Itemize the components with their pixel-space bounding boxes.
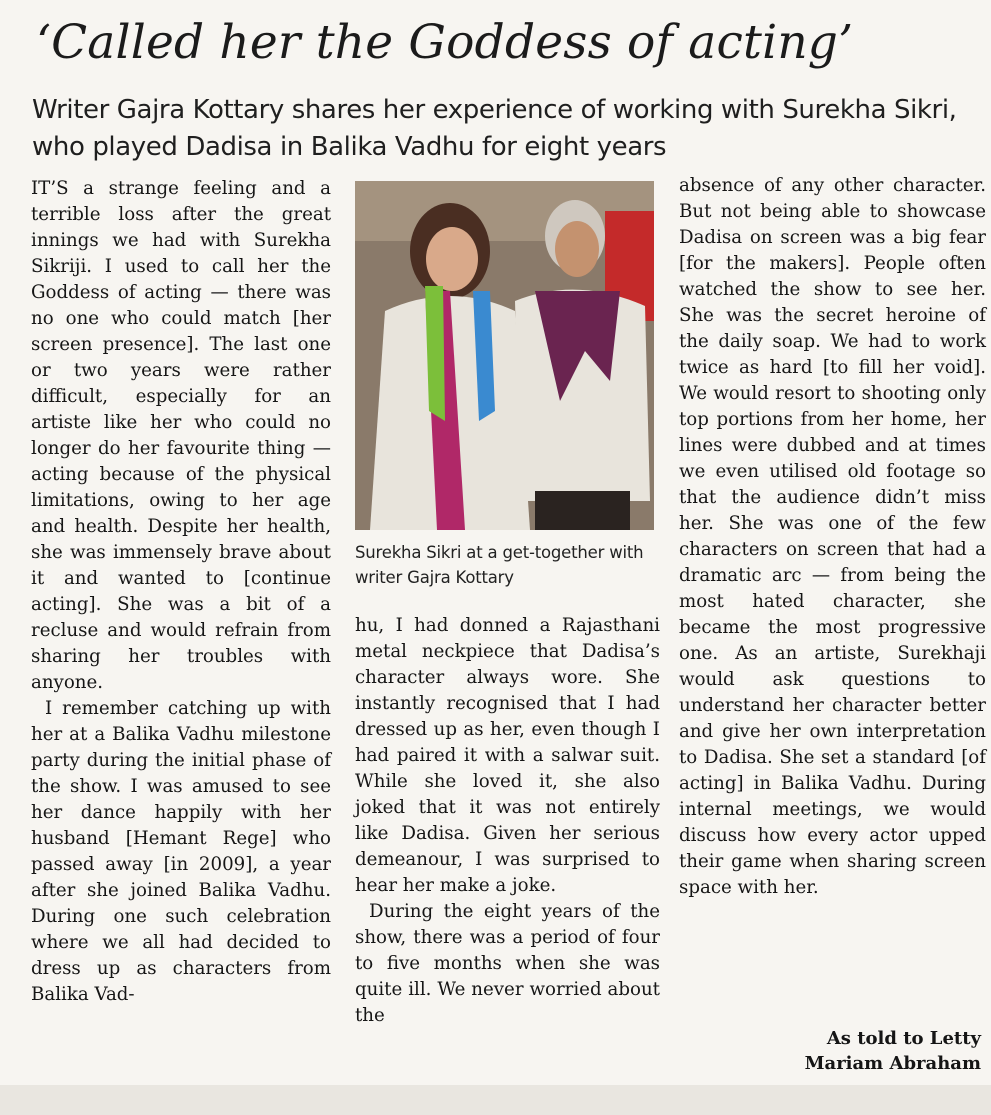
byline-credit	[721, 1026, 981, 1076]
woman-right-trousers	[535, 491, 630, 530]
credit-line-1: As told to Letty	[826, 1028, 981, 1049]
headline: ‘Called her the Goddess of acting’	[36, 15, 854, 70]
article-photo	[355, 181, 654, 530]
paragraph: During the eight years of the show, there was a period of four to five months when she was quite ill. We never worried about the	[355, 901, 660, 1026]
page-bottom-margin	[0, 1085, 991, 1115]
woman-left-face	[426, 227, 478, 291]
article-column-2	[355, 613, 660, 1029]
deck-subheadline: Writer Gajra Kottary shares her experience of working with Surekha Sikri, who played Dadisa in Balika Vadhu for eight years	[32, 95, 957, 162]
article-column-1	[31, 176, 331, 1008]
photo-caption: Surekha Sikri at a get-together with writer Gajra Kottary	[355, 543, 644, 587]
paragraph: hu, I had donned a Rajasthani metal neckpiece that Dadisa’s character always wore. She instantly recognised that I had dressed up as her, even though I had paired it with a salwar suit. While she loved it, she also joked that it was not entirely like Dadisa. Given her serious demeanour, I was surprised to hear her make a joke.	[355, 615, 660, 896]
paragraph: absence of any other character. But not being able to showcase Dadisa on screen was a big fear [for the makers]. People often watched the show to see her. She was the secret heroine of the daily soap. We had to work twice as hard [to fill her void]. We would resort to shooting only top portions from her home, her lines were dubbed and at times we even utilised old footage so that the audience didn’t miss her. She was one of the few characters on screen that had a dramatic arc — from being the most hated character, she became the most progressive one. As an artiste, Surekhaji would ask questions to understand her character better and give her own interpretation to Dadisa. She set a standard [of acting] in Balika Vadhu. During internal meetings, we would discuss how every actor upped their game when sharing screen space with her.	[679, 175, 986, 898]
woman-right-face	[555, 221, 599, 277]
article-column-3	[679, 173, 986, 901]
paragraph: I remember catching up with her at a Balika Vadhu milestone party during the initial phase of the show. I was amused to see her dance happily with her husband [Hemant Rege] who passed away [in 2009], a year after she joined Balika Vadhu. During one such celebration where we all had decided to dress up as characters from Balika Vad-	[31, 698, 331, 1005]
paragraph: IT’S a strange feeling and a terrible loss after the great innings we had with Surekha Sikriji. I used to call her the Goddess of acting — there was no one who could match [her screen presence]. The last one or two years were rather difficult, especially for an artiste like her who could no longer do her favourite thing — acting because of the physical limitations, owing to her age and health. Despite her health, she was immensely brave about it and wanted to [continue acting]. She was a bit of a recluse and would refrain from sharing her troubles with anyone.	[31, 178, 331, 693]
photo-illustration	[355, 181, 654, 530]
credit-line-2: Mariam Abraham	[804, 1053, 981, 1074]
